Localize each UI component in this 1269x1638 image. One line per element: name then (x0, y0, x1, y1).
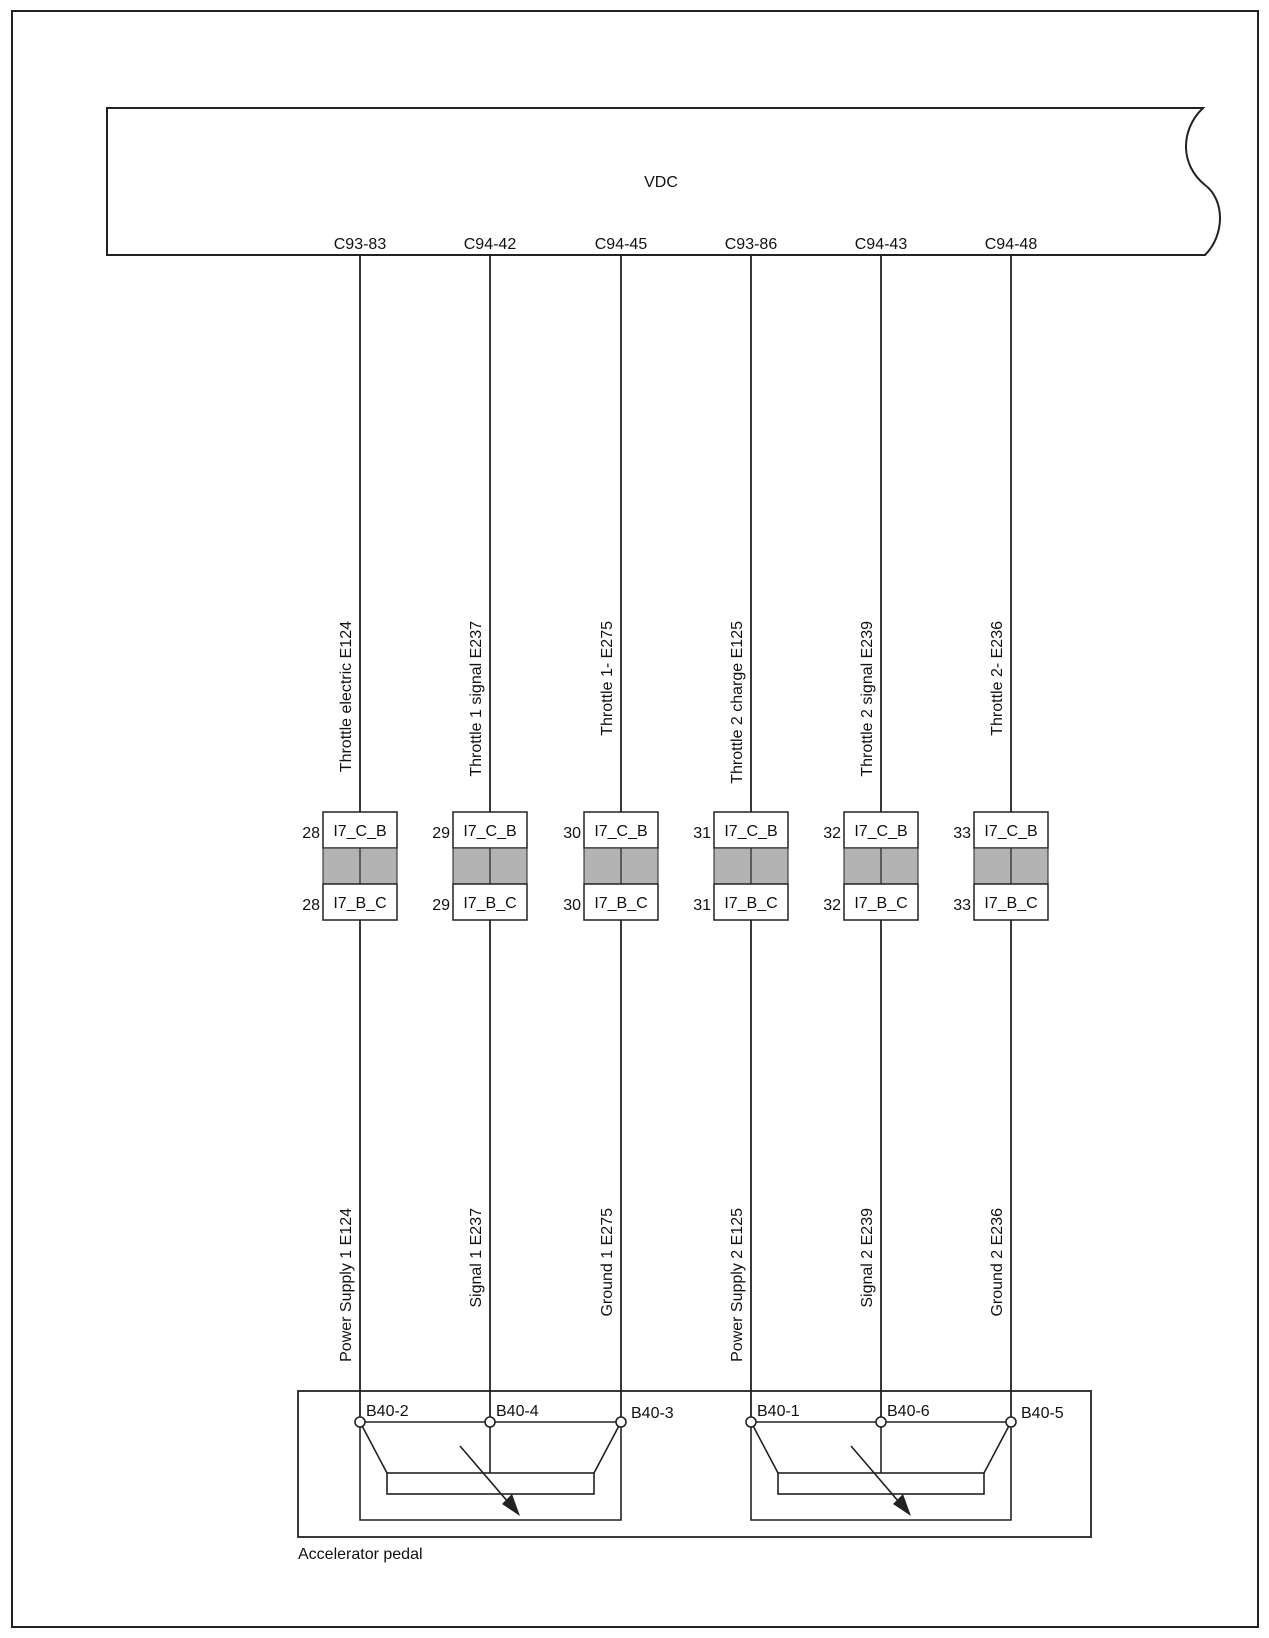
lower-wire-label: Power Supply 2 E125 (729, 1208, 746, 1362)
pot-resistor-body (387, 1473, 594, 1494)
wire-c94-48 (953, 236, 1064, 1422)
potentiometer-1 (355, 1417, 626, 1520)
wire-c93-86 (693, 236, 800, 1420)
upper-wire-label: Throttle electric E124 (338, 621, 355, 773)
connector-top-label: I7_C_B (984, 823, 1038, 840)
accelerator-pedal-label: Accelerator pedal (298, 1546, 423, 1563)
wire-c94-45 (563, 236, 674, 1422)
connector-top-pin-number: 33 (953, 825, 971, 842)
vdc-pin-label: C93-86 (724, 236, 778, 253)
pot-terminal (1006, 1417, 1016, 1427)
wire-c93-83 (302, 236, 409, 1420)
upper-wire-label: Throttle 1 signal E237 (468, 621, 485, 777)
lower-wire-label: Signal 2 E239 (859, 1208, 876, 1308)
upper-wire-label: Throttle 1- E275 (599, 621, 616, 736)
connector-top-label: I7_C_B (724, 823, 778, 840)
connector-top-pin-number: 30 (563, 825, 581, 842)
vdc-pin-label: C94-42 (463, 236, 517, 253)
connector-top-pin-number: 31 (693, 825, 711, 842)
upper-wire-label: Throttle 2 signal E239 (859, 621, 876, 777)
wire-c94-43 (823, 236, 930, 1420)
connector-top-label: I7_C_B (463, 823, 517, 840)
connector-bottom-pin-number: 30 (563, 897, 581, 914)
lower-wire-label: Power Supply 1 E124 (338, 1208, 355, 1362)
wires-group (302, 236, 1064, 1422)
lower-wire-label: Ground 1 E275 (599, 1208, 616, 1317)
pot-right-leg (984, 1422, 1011, 1473)
lower-wire-label: Ground 2 E236 (989, 1208, 1006, 1317)
vdc-module-label: VDC (644, 174, 678, 191)
potentiometer-2 (746, 1417, 1016, 1520)
connector-bottom-pin-number: 33 (953, 897, 971, 914)
connector-top-label: I7_C_B (594, 823, 648, 840)
connector-bottom-pin-number: 29 (432, 897, 450, 914)
pedal-pin-label: B40-5 (1021, 1405, 1064, 1422)
accelerator-pedal-box (298, 1391, 1091, 1537)
vdc-pin-label: C94-43 (854, 236, 908, 253)
pot-left-leg (751, 1422, 778, 1473)
pedal-pin-label: B40-2 (366, 1403, 409, 1420)
connector-bottom-label: I7_B_C (984, 895, 1038, 912)
connector-top-pin-number: 32 (823, 825, 841, 842)
pot-terminal (485, 1417, 495, 1427)
pot-terminal (746, 1417, 756, 1427)
pot-resistor-body (778, 1473, 984, 1494)
pedal-pin-label: B40-6 (887, 1403, 930, 1420)
connector-bottom-pin-number: 32 (823, 897, 841, 914)
pedal-pin-label: B40-4 (496, 1403, 539, 1420)
connector-bottom-label: I7_B_C (594, 895, 648, 912)
wire-c94-42 (432, 236, 539, 1420)
pot-right-leg (594, 1422, 621, 1473)
potentiometers-group (355, 1417, 1016, 1520)
pot-terminal (616, 1417, 626, 1427)
upper-wire-label: Throttle 2- E236 (989, 621, 1006, 736)
pedal-pin-label: B40-3 (631, 1405, 674, 1422)
connector-bottom-label: I7_B_C (333, 895, 387, 912)
pot-terminal (355, 1417, 365, 1427)
vdc-pin-label: C94-48 (984, 236, 1038, 253)
connector-top-label: I7_C_B (333, 823, 387, 840)
connector-bottom-pin-number: 31 (693, 897, 711, 914)
connector-bottom-pin-number: 28 (302, 897, 320, 914)
connector-top-label: I7_C_B (854, 823, 908, 840)
connector-top-pin-number: 28 (302, 825, 320, 842)
connector-top-pin-number: 29 (432, 825, 450, 842)
vdc-pin-label: C94-45 (594, 236, 648, 253)
pedal-pin-label: B40-1 (757, 1403, 800, 1420)
upper-wire-label: Throttle 2 charge E125 (729, 621, 746, 784)
connector-bottom-label: I7_B_C (724, 895, 778, 912)
vdc-pin-label: C93-83 (333, 236, 387, 253)
pot-left-leg (360, 1422, 387, 1473)
lower-wire-label: Signal 1 E237 (468, 1208, 485, 1308)
connector-bottom-label: I7_B_C (854, 895, 908, 912)
pot-terminal (876, 1417, 886, 1427)
connector-bottom-label: I7_B_C (463, 895, 517, 912)
